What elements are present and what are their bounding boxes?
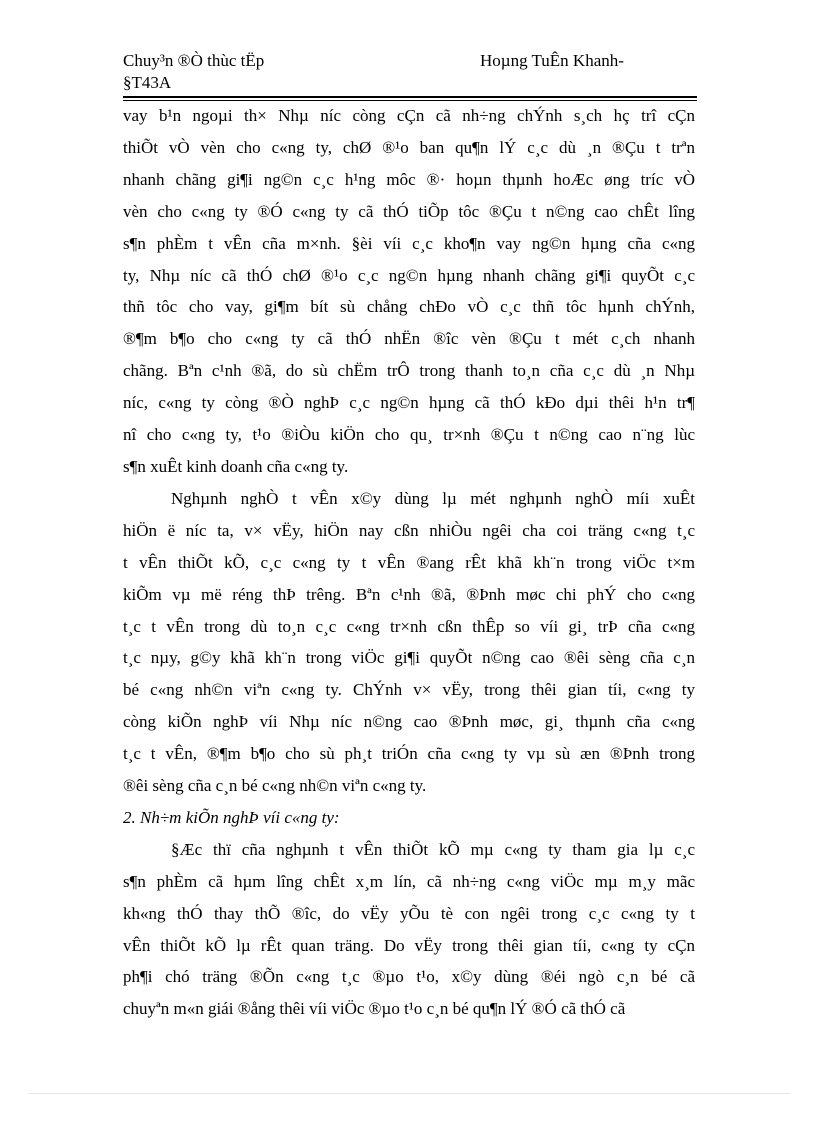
text-line: t vÊn thiÕt kÕ, c¸c c«ng ty t vÊn ®ang rÊt khã kh¨n trong viÖc t×m — [123, 552, 695, 572]
text-line: thiÕt vÒ vèn cho c«ng ty, chØ ®¹o ban qu¶n lÝ c¸c dù ¸n ®Çu t trªn — [123, 137, 695, 157]
text-line: níc, c«ng ty còng ®Ò nghÞ c¸c ng©n hµng cã thÓ kÐo dµi thêi h¹n tr¶ — [123, 393, 695, 413]
body-paragraph — [123, 834, 695, 1025]
text-line: chãng. Bªn c¹nh ®ã, do sù chËm trÔ trong thanh to¸n cña c¸c dù ¸n Nhµ — [123, 361, 695, 381]
text-line: bé c«ng nh©n viªn c«ng ty. ChÝnh v× vËy, trong thêi gian tíi, c«ng ty — [123, 680, 695, 700]
section-heading: 2. Nh÷m kiÕn nghÞ víi c«ng ty: — [123, 807, 340, 827]
text-line: nhanh chãng gi¶i ng©n c¸c h¹ng môc ®· hoµn thµnh hoÆc øng tríc vÒ — [123, 169, 695, 189]
text-line: chuyªn m«n giái ®ång thêi víi viÖc ®µo t¹o c¸n bé qu¶n lÝ ®Ó cã thÓ cã — [123, 999, 626, 1019]
text-line: vèn cho c«ng ty ®Ó c«ng ty cã thÓ tiÕp tôc ®Çu t n©ng cao chÊt lîng — [123, 201, 695, 221]
text-line: kiÕm vµ më réng thÞ trêng. Bªn c¹nh ®ã, ®Þnh møc chi phÝ cho c«ng — [123, 584, 695, 604]
header-class-code: §T43A — [123, 73, 172, 92]
document-body — [123, 100, 695, 1025]
text-line: hiÖn ë níc ta, v× vËy, hiÖn nay cßn nhiÒu ngêi cha coi träng c«ng t¸c — [123, 520, 695, 540]
page-bottom-rule — [28, 1093, 790, 1094]
text-line: vÊn thiÕt kÕ lµ rÊt quan träng. Do vËy trong thêi gian tíi, c«ng ty cÇn — [123, 935, 695, 955]
text-line: ty, Nhµ níc cã thÓ chØ ®¹o c¸c ng©n hµng nhanh chãng gi¶i quyÕt c¸c — [123, 265, 695, 285]
text-line: t¸c t vÊn, ®¶m b¶o cho sù ph¸t triÓn cña c«ng ty vµ sù æn ®Þnh trong — [123, 744, 695, 764]
header-report-title: Chuy³n ®Ò thùc tËp — [123, 51, 265, 70]
text-line: còng kiÕn nghÞ víi Nhµ níc n©ng cao ®Þnh møc, gi¸ thµnh cña c«ng — [123, 712, 695, 732]
text-line: §Æc thï cña nghµnh t vÊn thiÕt kÕ mµ c«ng ty tham gia lµ c¸c — [171, 839, 695, 859]
text-line: nî cho c«ng ty, t¹o ®iÒu kiÖn cho qu¸ tr×nh ®Çu t n©ng cao n¨ng lùc — [123, 425, 695, 445]
text-line: Nghµnh nghÒ t vÊn x©y dùng lµ mét nghµnh nghÒ míi xuÊt — [171, 488, 695, 508]
text-line: s¶n phÈm cã hµm lîng chÊt x¸m lín, cã nh÷ng c«ng viÖc mµ m¸y mãc — [123, 871, 695, 891]
text-line: thñ tôc cho vay, gi¶m bít sù chång chÐo vÒ c¸c thñ tôc hµnh chÝnh, — [123, 297, 695, 317]
text-line: ph¶i chó träng ®Õn c«ng t¸c ®µo t¹o, x©y dùng ®éi ngò c¸n bé cã — [123, 967, 695, 987]
text-line: ®êi sèng cña c¸n bé c«ng nh©n viªn c«ng ty. — [123, 776, 427, 796]
text-line: t¸c t vÊn trong dù to¸n c¸c c«ng tr×nh cßn thÊp so víi gi¸ trÞ cña c«ng — [123, 616, 695, 636]
body-paragraph — [123, 483, 695, 802]
header-author: Hoµng TuÊn Khanh- — [480, 51, 624, 70]
text-line: kh«ng thÓ thay thÕ ®îc, do vËy yÕu tè con ngêi trong c¸c c«ng ty t — [123, 903, 695, 923]
text-line: vay b¹n ngoµi th× Nhµ níc còng cÇn cã nh÷ng chÝnh s¸ch hç trî cÇn — [123, 106, 695, 125]
text-line: t¸c nµy, g©y khã kh¨n trong viÖc gi¶i quyÕt n©ng cao ®êi sèng cña c¸n — [123, 648, 695, 668]
page-header — [123, 50, 697, 96]
body-paragraph — [123, 100, 695, 483]
header-left — [123, 50, 383, 94]
text-line: s¶n xuÊt kinh doanh cña c«ng ty. — [123, 456, 349, 476]
text-line: s¶n phÈm t vÊn cña m×nh. §èi víi c¸c kho¶n vay ng©n hµng cña c«ng — [123, 233, 695, 253]
text-line: ®¶m b¶o cho c«ng ty cã thÓ nhËn ®îc vèn ®Çu t mét c¸ch nhanh — [123, 329, 695, 349]
